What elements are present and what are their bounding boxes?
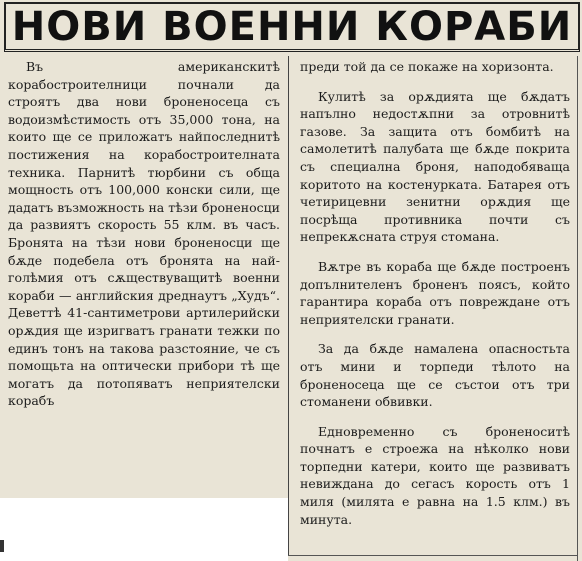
left-column: [8, 58, 284, 422]
right-border-line: [577, 56, 578, 561]
cropped-corner: [0, 498, 288, 561]
article-paragraph: Кулитѣ за орѫдията ще бѫдатъ напълно недостѫпни за отровнитѣ газове. За защита отъ бомбитѣ на самолетитѣ палубата ще бѫде покрита съ специална броня, наподобяваща коритото на костенурката. Батарея отъ четирицевни зенитни орѫдия ще посрѣща противника почти съ непрекѫсната струя стомана.: [300, 88, 570, 245]
headline-frame: [4, 2, 580, 52]
article-paragraph: Вѫтре въ кораба ще бѫде построенъ допълнителенъ броненъ поясъ, който гарантира кораба отъ повреждане отъ неприятелски гранати.: [300, 258, 570, 327]
article-paragraph: Едновременно съ броненоситѣ почнатъ е строежа на нѣколко нови торпедни катери, които ще развиватъ невиждана до сегасъ корость отъ 1 миля (милята е равна на 1.5 клм.) въ минута.: [300, 423, 570, 527]
article-continuation: преди той да се покаже на хоризонта.: [300, 59, 554, 74]
article-paragraph: За да бѫде намалена опасностьта отъ мини и торпеди тѣлото на броненосеца ще се състои отъ три стоманени обвивки.: [300, 341, 570, 410]
bottom-border-line: [288, 555, 578, 556]
right-column: [296, 58, 570, 540]
edge-mark: [0, 540, 4, 552]
article-paragraph: Въ американскитѣ корабостроителници почнали да строятъ два нови броненосеца съ водоизмѣстимость отъ 35,000 тона, на които ще се приложатъ найпоследнитѣ постижения на корабостроителната техника. Парнитѣ тюрбини съ обща мощность отъ 100,000 конски сили, ще дадатъ възможность на тѣзи броненосци да развиятъ скорость 55 клм. въ часъ. Бронята на тѣзи нови броненосци ще бѫде подебела отъ бронята на най-голѣмия отъ сѫществуващитѣ военни кораби — английския дреднаутъ „Худъ“. Деветтѣ 41-сантиметрови артилерийски орѫдия ще изригватъ гранати тежки по единъ тонъ на такова разстояние, че съ помощьта на оптически прибори тѣ ще могатъ да потопяватъ неприятелски корабъ: [8, 59, 280, 409]
headline: НОВИ ВОЕННИ КОРАБИ: [11, 3, 573, 50]
column-divider: [288, 56, 289, 556]
